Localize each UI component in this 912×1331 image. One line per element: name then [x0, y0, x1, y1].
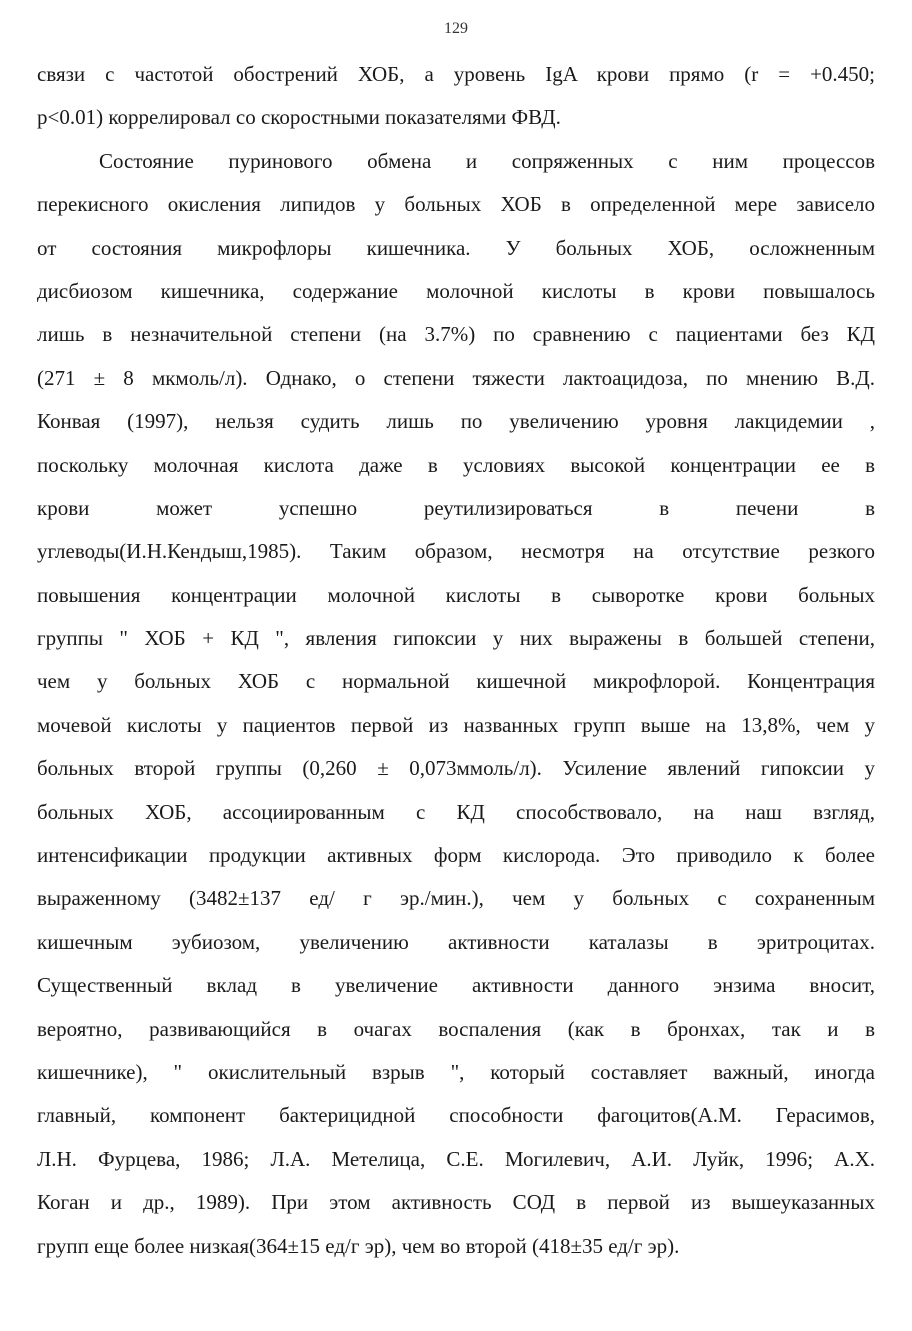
text-line: выраженному (3482±137 ед/ г эр./мин.), чем у больных с сохраненным [37, 886, 875, 911]
text-line: Существенный вклад в увеличение активности данного энзима вносит, [37, 973, 875, 998]
body-text [37, 53, 875, 1268]
text-line: больных второй группы (0,260 ± 0,073ммоль/л). Усиление явлений гипоксии у [37, 756, 875, 781]
text-line: Коган и др., 1989). При этом активность СОД в первой из вышеуказанных [37, 1190, 875, 1215]
text-line: главный, компонент бактерицидной способности фагоцитов(А.М. Герасимов, [37, 1103, 875, 1128]
page-number: 129 [444, 20, 468, 37]
text-line: углеводы(И.Н.Кендыш,1985). Таким образом, несмотря на отсутствие резкого [37, 539, 875, 564]
text-line: лишь в незначительной степени (на 3.7%) по сравнению с пациентами без КД [37, 322, 875, 347]
text-line: кишечнике), " окислительный взрыв ", который составляет важный, иногда [37, 1059, 875, 1084]
text-line: от состояния микрофлоры кишечника. У больных ХОБ, осложненным [37, 235, 875, 260]
text-line: вероятно, развивающийся в очагах воспаления (как в бронхах, так и в [37, 1016, 875, 1041]
text-line: поскольку молочная кислота даже в условиях высокой концентрации ее в [37, 452, 875, 477]
text-line: чем у больных ХОБ с нормальной кишечной микрофлорой. Концентрация [37, 669, 875, 694]
text-line: (271 ± 8 мкмоль/л). Однако, о степени тяжести лактоацидоза, по мнению В.Д. [37, 365, 875, 390]
text-line: интенсификации продукции активных форм кислорода. Это приводило к более [37, 843, 875, 868]
text-line: связи с частотой обострений ХОБ, а уровень IgA крови прямо (r = +0.450; [37, 62, 875, 86]
text-line: перекисного окисления липидов у больных ХОБ в определенной мере зависело [37, 192, 875, 217]
paragraph-end-line: групп еще более низкая(364±15 ед/г эр), чем во второй (418±35 ед/г эр). [37, 1233, 680, 1258]
text-line: кишечным эубиозом, увеличению активности каталазы в эритроцитах. [37, 929, 875, 954]
text-line: группы " ХОБ + КД ", явления гипоксии у них выражены в большей степени, [37, 626, 875, 651]
text-line: больных ХОБ, ассоциированным с КД способствовало, на наш взгляд, [37, 799, 875, 824]
paragraph-end-line: p<0.01) коррелировал со скоростными показателями ФВД. [37, 105, 561, 130]
text-line: Конвая (1997), нельзя судить лишь по увеличению уровня лакцидемии , [37, 409, 875, 434]
text-line: повышения концентрации молочной кислоты в сыворотке крови больных [37, 582, 875, 607]
paragraph-start-line: Состояние пуринового обмена и сопряженных с ним процессов [99, 148, 875, 173]
text-line: дисбиозом кишечника, содержание молочной кислоты в крови повышалось [37, 278, 875, 303]
text-line: мочевой кислоты у пациентов первой из названных групп выше на 13,8%, чем у [37, 712, 875, 737]
text-line: Л.Н. Фурцева, 1986; Л.А. Метелица, С.Е. Могилевич, А.И. Луйк, 1996; А.Х. [37, 1146, 875, 1171]
text-line: крови может успешно реутилизироваться в печени в [37, 495, 875, 520]
